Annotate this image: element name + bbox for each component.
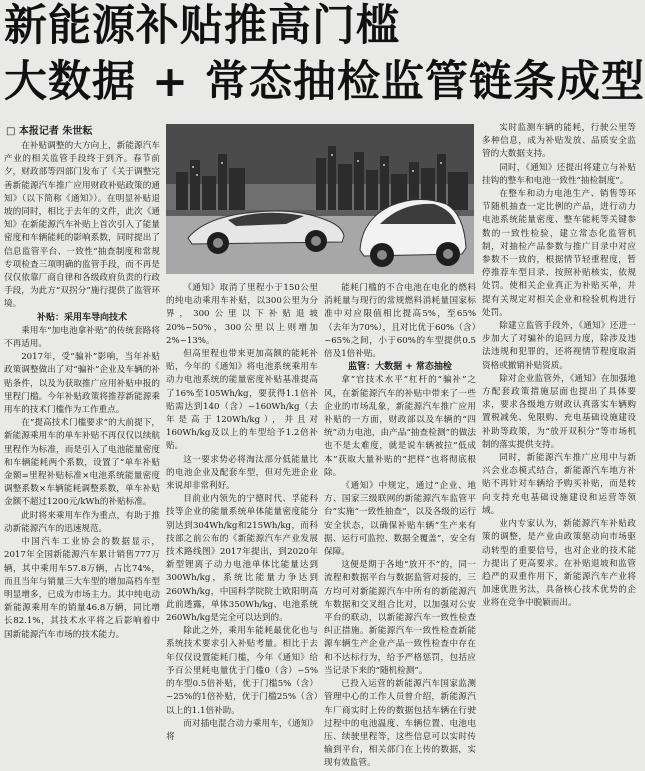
paragraph: 同时，《通知》还提出将建立与补贴挂钩的整车和电池一致性“抽检制度”。: [482, 162, 636, 186]
paragraph: 业内专家认为，新能源汽车补贴政策的调整，是产业由政策驱动向市场驱动转型的重要信号，也对企业的技术能力提出了更高要求。在补贴退坡和监管趋严的双重作用下，新能源汽车产业将加速优胜劣汰，具备核心技术优势的企业将在竞争中脱颖而出。: [482, 519, 636, 609]
subheading: 补贴：采用车导向技术: [36, 312, 127, 323]
column-1: [4, 140, 160, 640]
subheading: 监管：大数据 + 常态抽检: [348, 362, 452, 373]
paragraph: 2017年，受“骗补”影响，当年补贴政策调整做出了对“骗补”企业及车辆的补贴条件，以及为获取推广应用补贴申报的里程门槛。今年补贴政策将推荐新能源乘用车的技术门槛作为工作重点。: [4, 352, 160, 416]
paragraph: 实时监测车辆的能耗，行驶公里等多种信息，成为补贴发放、品质安全监管的大数据支持。: [482, 123, 636, 160]
paragraph: 中国汽车工业协会的数据显示，2017年全国新能源汽车累计销售777万辆，其中乘用车57.8万辆，占比74%，而且当年与销量三大车型的增加高档车型明显增多，已成为市场主力。其中纯电动新能源乘用车的销量46.8万辆，同比增长82.1%，其技术水平将之后影响着中国新能源汽车市场的技术能力。: [4, 537, 160, 640]
article-photo-cars: [166, 124, 474, 274]
paragraph: 《通知》取消了里程小于150公里的纯电动乘用车补贴，以300公里为分界，300公里以下补贴退坡20%~50%，300公里以上则增加2%~13%。: [166, 283, 318, 346]
paragraph: 在补贴调整的大方向上，新能源汽车产业的相关监管手段终于到齐。春节前夕，财政部等四部门发布了《关于调整完善新能源汽车推广应用财政补贴政策的通知》（以下简称《通知》）。在明显补贴退坡的同时，相比于去年的文件，此次《通知》在新能源汽车补贴上首次引入了能量密度和车辆能耗的影响系数，同时提出了信息监管平台、一致性“抽查制度和常规专项检查三项明确的监管手段，而不再是仅仅依靠厂商自律和各级政府负责的行政手段，为此方“双拐分”施行提供了监管环境。: [4, 141, 160, 310]
paragraph: 除建立监管手段外，《通知》还进一步加大了对骗补的追回力度，除涉及违法违规和犯罪的，还将视情节程度取消资格或撤销补贴资质。: [482, 321, 636, 371]
paragraph: 这便是期于各地“放开不”的，同一流程和数据平台与数据监管对接的，三方均可对新能源汽车中所有的新能源汽车数据和交叉组合比对，以加强对公安平台的联动，以新能源汽车一致性检查纠正措施。新能源汽车一致性检查新能源车辆生产企业产品一致性检查中存在和不达标行为，给予严格惩罚，包括应当记录下来的“随机检测”。: [324, 560, 476, 676]
paragraph: 已投入运营的新能源汽车国家监测管理中心的工作人员曾介绍，新能源汽车厂商实时上传的数据包括车辆在行驶过程中的电池温度、车辆位置、电池电压、续驶里程等，这些信息可以实时传输到平台，相关部门在上传的数据，实现有效监管。: [324, 679, 476, 769]
paragraph: 《通知》中规定，通过“企业、地方、国家三级联网的新能源汽车监管平台”实施“一致性抽查”，以及各级的运行安全状态，以确保补贴车辆“生产来有据、运行可监控、数据全覆盖”，安全有保障。: [324, 481, 476, 558]
paragraph: 能耗门槛的不合电池在电化的燃料消耗量与现行的常规燃料消耗量国家标准中对应限值相比提高5%，至65%（去年为70%），且对比优于60%（含）~65%之间，小于60%的车型提供0.5倍及1倍补贴。: [324, 283, 476, 360]
paragraph: 在“提高技术门槛要求”的大前提下，新能源乘用车的单车补贴不再仅仅以续航里程作为标准，而是引入了电池能量密度和车辆能耗两个系数，设置了“单车补贴金额=里程补贴标准×电池系统能量密度调整系数×车辆能耗调整系数，单车补贴金额不超过1200元/kWh的补贴标准。: [4, 418, 160, 508]
paragraph: 而对插电混合动力乘用车，《通知》将: [166, 718, 318, 742]
paragraph: 除对企业监管外，《通知》在加强地方配套政策措施层面也提出了具体要求，要求各级地方财政认真落实车辆购置税减免、免限购、充电基础设施建设补助等政策，为“放开双积分”等市场机制的落实提供支持。: [482, 373, 636, 450]
column-4: [482, 122, 636, 618]
byline: □ 本报记者 朱世耘: [6, 126, 93, 137]
paragraph: 在整车和动力电池生产、销售等环节随机抽查一定比例的产品，进行动力电池系统能量密度、整车能耗等关键参数的一致性检验，建立常态化监管机制，对抽检产品参数与推广目录中对应参数不一致的，根据情节轻重程度，暂停推荐车型目录、按照补贴核实，依规处罚。使相关企业真正为补贴买单，并提有关规定对相关企业和检验机构进行处罚。: [482, 189, 636, 318]
paragraph: 同时，新能源汽车推广应用中与新兴会业态模式结合，新能源汽车地方补贴不再针对车辆给予购买补贴，而是转向支持充电基础设施建设和运营等领域。: [482, 453, 636, 516]
column-2: [166, 282, 318, 742]
paragraph: 此时将来乘用车作为重点，有助于推动新能源汽车的迅速规范。: [4, 510, 160, 534]
column-3: [324, 282, 476, 769]
paragraph: 但高里程也带来更加高额的能耗补贴，今年的《通知》将电池系统乘用车动力电池系统的能量密度补贴基准提高了16%至105Wh/kg，要获得1.1倍补贴需达到140（含）~160Wh/kg（去年是高于120Wh/kg），并且对160Wh/kg及以上的车型给予1.2倍补贴。: [166, 349, 318, 452]
paragraph: 目前业内领先的宁德时代、孚能科技等企业的能量系统单体能量密度能分别达到304Wh/kg和215Wh/kg，而科技部之前公布的《新能源汽车产业发展技术路线图》2017年提出，到2020年新型锂离子动力电池单体比能量达到300Wh/kg，系统比能量力争达到260Wh/kg，中国科学院院士欧阳明高此前透露，单体350Wh/kg、电池系统260Wh/kg是完全可以达到的。: [166, 494, 318, 624]
headline-main: 新能源补贴推高门槛: [4, 1, 400, 51]
paragraph: 乘用车“加电池拿补贴”的传统套路将不再适用。: [4, 325, 160, 350]
paragraph: 这一要求势必将淘汰部分低能量比的电池企业及配套车型，但对先进企业来说却非常利好。: [166, 454, 318, 492]
paragraph: 除此之外，乘用车能耗最优化也与系统技术要求引入补贴考量。相比于去年仅仅设置能耗门槛，今年《通知》给予百公里耗电量优于门槛0（含）~5%的车型0.5倍补贴，优于门槛5%（含）~25%的1倍补贴，优于门槛25%（含）以上的1.1倍补助。: [166, 626, 318, 716]
paragraph: 拿“官技术水平”杠杆的“骗补”之风，在新能源汽车的补贴中带来了一些企业的市场乱象，新能源汽车推广应用补贴的一方面，财政部以及车辆的“四统”动力电池，由产品“抽查检测”的做法也不是太难度，就是说车辆被拉“低成本”获取大量补贴的“把样”也将彻底根除。: [324, 375, 476, 478]
headline-sub: 大数据 + 常态抽检监管链条成型: [4, 57, 645, 107]
